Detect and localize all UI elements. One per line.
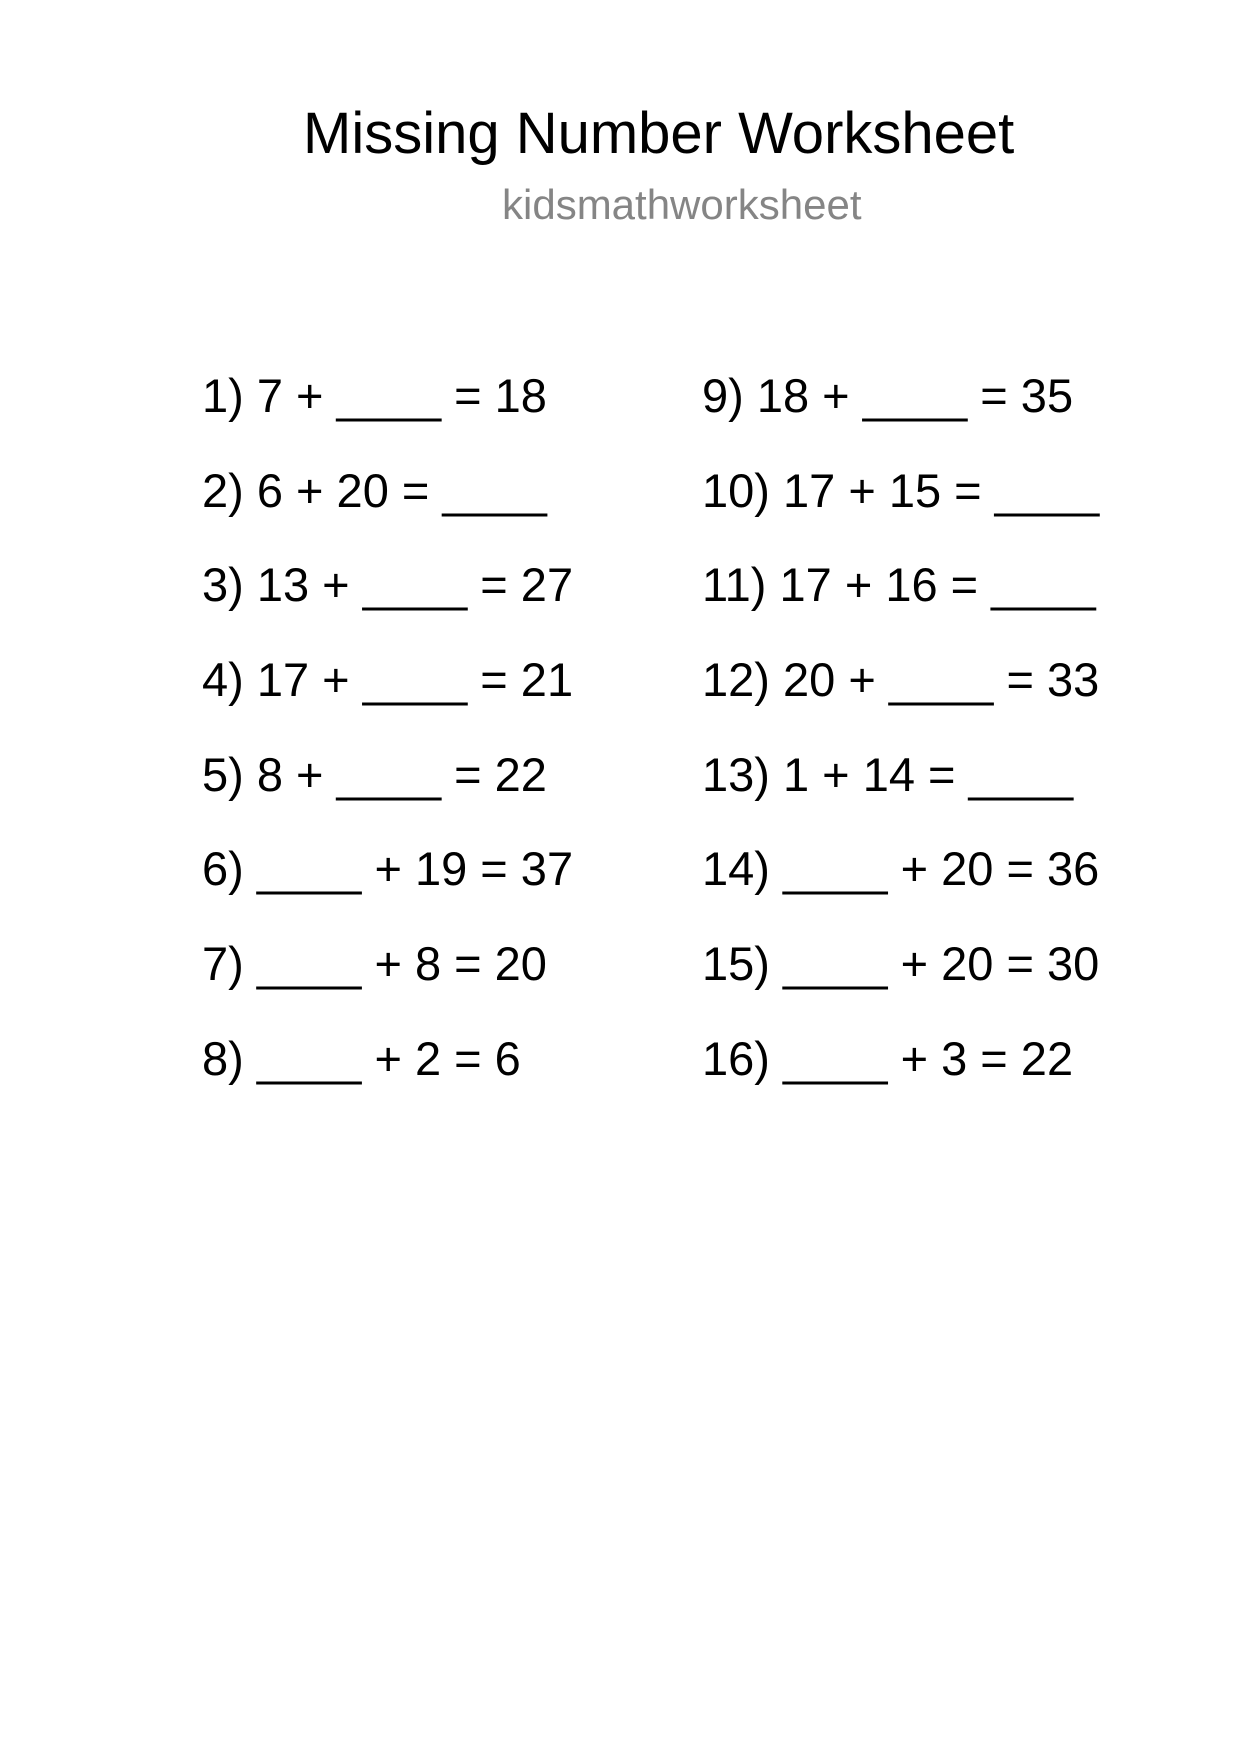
problems-right-column	[702, 349, 1099, 1107]
problem-item: 3) 13 + ____ = 27	[202, 558, 574, 612]
problem-item: 14) ____ + 20 = 36	[702, 842, 1100, 896]
worksheet-subtitle: kidsmathworksheet	[502, 181, 862, 228]
worksheet-title: Missing Number Worksheet	[303, 101, 1015, 166]
problem-item: 13) 1 + 14 = ____	[702, 747, 1074, 801]
problem-item: 1) 7 + ____ = 18	[202, 369, 547, 422]
problem-item: 12) 20 + ____ = 33	[702, 653, 1100, 707]
problem-item: 11) 17 + 16 = ____	[702, 558, 1096, 612]
problem-item: 9) 18 + ____ = 35	[702, 369, 1074, 422]
problem-item: 7) ____ + 8 = 20	[202, 937, 547, 991]
problem-item: 4) 17 + ____ = 21	[202, 653, 574, 707]
problems-left-column	[202, 349, 573, 1107]
problem-item: 6) ____ + 19 = 37	[202, 842, 574, 896]
problem-item: 2) 6 + 20 = ____	[202, 463, 547, 517]
problem-item: 5) 8 + ____ = 22	[202, 747, 547, 801]
problem-item: 15) ____ + 20 = 30	[702, 937, 1100, 991]
problem-item: 10) 17 + 15 = ____	[702, 463, 1100, 517]
problem-item: 16) ____ + 3 = 22	[702, 1031, 1074, 1085]
problem-item: 8) ____ + 2 = 6	[202, 1031, 521, 1085]
